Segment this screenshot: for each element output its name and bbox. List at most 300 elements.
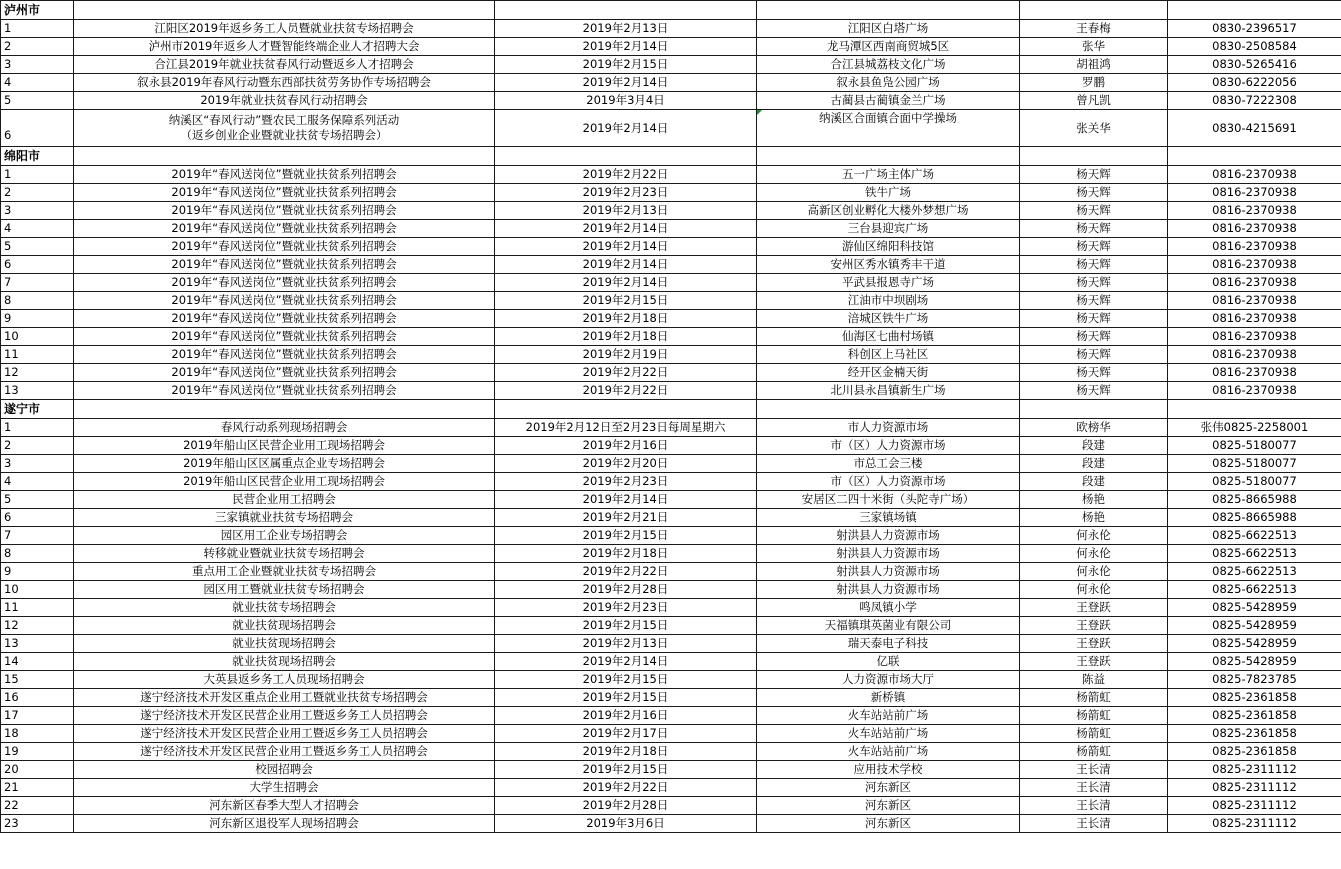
location-cell[interactable]: 仙海区七曲村场镇	[757, 328, 1020, 346]
row-number-cell[interactable]: 9	[1, 563, 74, 581]
location-cell[interactable]: 应用技术学校	[757, 761, 1020, 779]
event-name-cell[interactable]: 民营企业用工招聘会	[74, 491, 495, 509]
phone-cell[interactable]: 0825-5428959	[1168, 617, 1341, 635]
event-name-cell[interactable]: 2019年“春风送岗位”暨就业扶贫系列招聘会	[74, 274, 495, 292]
contact-person-cell[interactable]: 王长清	[1020, 779, 1168, 797]
empty-cell[interactable]	[74, 147, 495, 166]
location-cell[interactable]: 火车站站前广场	[757, 707, 1020, 725]
empty-cell[interactable]	[1168, 147, 1341, 166]
phone-cell[interactable]: 0825-6622513	[1168, 563, 1341, 581]
table-row	[1, 509, 1341, 527]
date-cell[interactable]: 2019年2月15日	[495, 761, 757, 779]
empty-cell[interactable]	[1020, 400, 1168, 419]
date-cell[interactable]: 2019年2月23日	[495, 473, 757, 491]
location-cell[interactable]: 安居区二四十米街（头陀寺广场）	[757, 491, 1020, 509]
row-number-cell[interactable]: 3	[1, 202, 74, 220]
event-name-cell[interactable]: 2019年“春风送岗位”暨就业扶贫系列招聘会	[74, 328, 495, 346]
location-cell[interactable]: 叙永县鱼凫公园广场	[757, 74, 1020, 92]
location-cell[interactable]: 人力资源市场大厅	[757, 671, 1020, 689]
row-number-cell[interactable]: 14	[1, 653, 74, 671]
contact-person-cell[interactable]: 杨天辉	[1020, 238, 1168, 256]
event-name-cell[interactable]: 2019年船山区区属重点企业专场招聘会	[74, 455, 495, 473]
phone-cell[interactable]: 0816-2370938	[1168, 274, 1341, 292]
contact-person-cell[interactable]: 何永伦	[1020, 563, 1168, 581]
table-row	[1, 38, 1341, 56]
date-cell[interactable]: 2019年2月23日	[495, 184, 757, 202]
contact-person-cell[interactable]: 王春梅	[1020, 20, 1168, 38]
empty-cell[interactable]	[74, 400, 495, 419]
location-cell[interactable]: 合江县城荔枝文化广场	[757, 56, 1020, 74]
row-number-cell[interactable]: 23	[1, 815, 74, 833]
empty-cell[interactable]	[757, 147, 1020, 166]
event-name-cell[interactable]: 2019年“春风送岗位”暨就业扶贫系列招聘会	[74, 256, 495, 274]
location-cell[interactable]: 鸣凤镇小学	[757, 599, 1020, 617]
location-cell[interactable]: 涪城区铁牛广场	[757, 310, 1020, 328]
location-cell[interactable]: 古蔺县古蔺镇金兰广场	[757, 92, 1020, 110]
location-cell[interactable]: 铁牛广场	[757, 184, 1020, 202]
date-cell[interactable]: 2019年2月22日	[495, 563, 757, 581]
event-name-cell[interactable]: 2019年船山区民营企业用工现场招聘会	[74, 437, 495, 455]
phone-cell[interactable]: 0816-2370938	[1168, 256, 1341, 274]
contact-person-cell[interactable]: 杨天辉	[1020, 166, 1168, 184]
event-name-cell[interactable]: 2019年“春风送岗位”暨就业扶贫系列招聘会	[74, 184, 495, 202]
date-cell[interactable]: 2019年2月14日	[495, 653, 757, 671]
phone-cell[interactable]: 0825-8665988	[1168, 491, 1341, 509]
contact-person-cell[interactable]: 杨天辉	[1020, 202, 1168, 220]
row-number-cell[interactable]: 8	[1, 545, 74, 563]
event-name-cell[interactable]: 河东新区退役军人现场招聘会	[74, 815, 495, 833]
row-number-cell[interactable]: 5	[1, 491, 74, 509]
location-cell[interactable]: 江阳区白塔广场	[757, 20, 1020, 38]
section-header-row	[1, 1, 1341, 20]
row-number-cell[interactable]: 5	[1, 92, 74, 110]
location-cell[interactable]: 新桥镇	[757, 689, 1020, 707]
row-number-cell[interactable]: 4	[1, 74, 74, 92]
table-row	[1, 238, 1341, 256]
location-cell[interactable]: 河东新区	[757, 797, 1020, 815]
date-cell[interactable]: 2019年2月15日	[495, 56, 757, 74]
event-name-cell[interactable]: 合江县2019年就业扶贫春风行动暨返乡人才招聘会	[74, 56, 495, 74]
event-name-cell[interactable]: 春风行动系列现场招聘会	[74, 419, 495, 437]
event-name-cell[interactable]: 2019年“春风送岗位”暨就业扶贫系列招聘会	[74, 166, 495, 184]
contact-person-cell[interactable]: 何永伦	[1020, 581, 1168, 599]
table-row	[1, 310, 1341, 328]
phone-cell[interactable]: 0816-2370938	[1168, 310, 1341, 328]
row-number-cell[interactable]: 18	[1, 725, 74, 743]
phone-cell[interactable]: 0825-2361858	[1168, 707, 1341, 725]
empty-cell[interactable]	[757, 400, 1020, 419]
date-cell[interactable]: 2019年2月13日	[495, 20, 757, 38]
date-cell[interactable]: 2019年2月15日	[495, 527, 757, 545]
location-cell[interactable]: 市总工会三楼	[757, 455, 1020, 473]
date-cell[interactable]: 2019年2月22日	[495, 382, 757, 400]
date-cell[interactable]: 2019年2月12日至2月23日每周星期六	[495, 419, 757, 437]
phone-cell[interactable]: 0825-5428959	[1168, 653, 1341, 671]
contact-person-cell[interactable]: 段建	[1020, 473, 1168, 491]
event-name-cell[interactable]: 大英县返乡务工人员现场招聘会	[74, 671, 495, 689]
phone-cell[interactable]: 0825-7823785	[1168, 671, 1341, 689]
date-cell[interactable]: 2019年2月22日	[495, 364, 757, 382]
phone-cell[interactable]: 0825-2311112	[1168, 761, 1341, 779]
row-number-cell[interactable]: 16	[1, 689, 74, 707]
location-cell[interactable]: 射洪县人力资源市场	[757, 545, 1020, 563]
event-name-cell[interactable]: 转移就业暨就业扶贫专场招聘会	[74, 545, 495, 563]
table-row	[1, 437, 1341, 455]
row-number-cell[interactable]: 13	[1, 382, 74, 400]
empty-cell[interactable]	[1020, 147, 1168, 166]
contact-person-cell[interactable]: 王长清	[1020, 761, 1168, 779]
table-row	[1, 455, 1341, 473]
location-cell[interactable]: 市（区）人力资源市场	[757, 437, 1020, 455]
location-cell[interactable]: 游仙区绵阳科技馆	[757, 238, 1020, 256]
date-cell[interactable]: 2019年2月13日	[495, 635, 757, 653]
contact-person-cell[interactable]: 杨天辉	[1020, 256, 1168, 274]
phone-cell[interactable]: 0816-2370938	[1168, 292, 1341, 310]
row-number-cell[interactable]: 11	[1, 599, 74, 617]
phone-cell[interactable]: 0830-5265416	[1168, 56, 1341, 74]
event-name-cell[interactable]: 2019年“春风送岗位”暨就业扶贫系列招聘会	[74, 382, 495, 400]
event-name-cell[interactable]: 江阳区2019年返乡务工人员暨就业扶贫专场招聘会	[74, 20, 495, 38]
row-number-cell[interactable]: 2	[1, 437, 74, 455]
event-name-cell[interactable]: 园区用工暨就业扶贫专场招聘会	[74, 581, 495, 599]
contact-person-cell[interactable]: 王长清	[1020, 815, 1168, 833]
location-cell[interactable]: 瑞天泰电子科技	[757, 635, 1020, 653]
table-row	[1, 563, 1341, 581]
location-cell[interactable]: 市人力资源市场	[757, 419, 1020, 437]
event-name-cell[interactable]: 泸州市2019年返乡人才暨智能终端企业人才招聘大会	[74, 38, 495, 56]
date-cell[interactable]: 2019年2月15日	[495, 671, 757, 689]
event-name-cell[interactable]: 遂宁经济技术开发区民营企业用工暨返乡务工人员招聘会	[74, 707, 495, 725]
phone-cell[interactable]: 0825-5428959	[1168, 599, 1341, 617]
table-row	[1, 292, 1341, 310]
event-name-cell[interactable]: 遂宁经济技术开发区重点企业用工暨就业扶贫专场招聘会	[74, 689, 495, 707]
contact-person-cell[interactable]: 杨箭虹	[1020, 707, 1168, 725]
date-cell[interactable]: 2019年2月14日	[495, 256, 757, 274]
row-number-cell[interactable]: 20	[1, 761, 74, 779]
location-cell[interactable]: 科创区上马社区	[757, 346, 1020, 364]
row-number-cell[interactable]: 6	[1, 256, 74, 274]
section-title[interactable]: 泸州市	[1, 1, 74, 20]
row-number-cell[interactable]: 1	[1, 166, 74, 184]
date-cell[interactable]: 2019年2月23日	[495, 599, 757, 617]
contact-person-cell[interactable]: 曾凡凯	[1020, 92, 1168, 110]
location-cell[interactable]: 五一广场主体广场	[757, 166, 1020, 184]
row-number-cell[interactable]: 4	[1, 220, 74, 238]
location-cell[interactable]: 三家镇场镇	[757, 509, 1020, 527]
table-row	[1, 815, 1341, 833]
section-title[interactable]: 绵阳市	[1, 147, 74, 166]
event-name-cell[interactable]	[74, 110, 495, 147]
row-number-cell[interactable]: 2	[1, 38, 74, 56]
date-cell[interactable]: 2019年2月18日	[495, 328, 757, 346]
event-name-cell[interactable]: 2019年“春风送岗位”暨就业扶贫系列招聘会	[74, 364, 495, 382]
table-row	[1, 707, 1341, 725]
location-cell[interactable]: 龙马潭区西南商贸城5区	[757, 38, 1020, 56]
location-cell[interactable]: 纳溪区合面镇合面中学操场	[757, 110, 1020, 147]
table-row	[1, 797, 1341, 815]
event-name-cell[interactable]: 大学生招聘会	[74, 779, 495, 797]
table-row	[1, 617, 1341, 635]
contact-person-cell[interactable]: 杨天辉	[1020, 184, 1168, 202]
event-name-cell[interactable]: 遂宁经济技术开发区民营企业用工暨返乡务工人员招聘会	[74, 743, 495, 761]
date-cell[interactable]: 2019年2月16日	[495, 707, 757, 725]
location-cell[interactable]: 安州区秀水镇秀丰干道	[757, 256, 1020, 274]
phone-cell[interactable]: 0825-2361858	[1168, 689, 1341, 707]
table-row	[1, 491, 1341, 509]
row-number-cell[interactable]: 21	[1, 779, 74, 797]
empty-cell[interactable]	[495, 1, 757, 20]
contact-person-cell[interactable]: 杨箭虹	[1020, 743, 1168, 761]
table-row	[1, 725, 1341, 743]
phone-cell[interactable]: 0825-6622513	[1168, 527, 1341, 545]
event-name-cell[interactable]: 叙永县2019年春风行动暨东西部扶贫劳务协作专场招聘会	[74, 74, 495, 92]
date-cell[interactable]: 2019年2月18日	[495, 545, 757, 563]
phone-cell[interactable]: 0825-5180077	[1168, 473, 1341, 491]
table-row	[1, 74, 1341, 92]
contact-person-cell[interactable]: 杨天辉	[1020, 328, 1168, 346]
date-cell[interactable]: 2019年2月18日	[495, 743, 757, 761]
phone-cell[interactable]: 0816-2370938	[1168, 328, 1341, 346]
row-number-cell[interactable]: 9	[1, 310, 74, 328]
location-cell[interactable]: 射洪县人力资源市场	[757, 527, 1020, 545]
event-name-cell[interactable]: 2019年“春风送岗位”暨就业扶贫系列招聘会	[74, 310, 495, 328]
location-cell[interactable]: 江油市中坝剧场	[757, 292, 1020, 310]
contact-person-cell[interactable]: 杨箭虹	[1020, 725, 1168, 743]
contact-person-cell[interactable]: 张华	[1020, 38, 1168, 56]
phone-cell[interactable]: 0816-2370938	[1168, 238, 1341, 256]
phone-cell[interactable]: 0825-5428959	[1168, 635, 1341, 653]
empty-cell[interactable]	[1168, 1, 1341, 20]
contact-person-cell[interactable]: 段建	[1020, 455, 1168, 473]
phone-cell[interactable]: 0825-2361858	[1168, 725, 1341, 743]
date-cell[interactable]: 2019年2月22日	[495, 779, 757, 797]
phone-cell[interactable]: 0825-2361858	[1168, 743, 1341, 761]
event-name-cell[interactable]: 园区用工企业专场招聘会	[74, 527, 495, 545]
contact-person-cell[interactable]: 王长清	[1020, 797, 1168, 815]
phone-cell[interactable]: 0830-2508584	[1168, 38, 1341, 56]
contact-person-cell[interactable]: 杨天辉	[1020, 364, 1168, 382]
contact-person-cell[interactable]: 杨天辉	[1020, 382, 1168, 400]
table-row	[1, 20, 1341, 38]
date-cell[interactable]: 2019年2月15日	[495, 292, 757, 310]
row-number-cell[interactable]: 6	[1, 110, 74, 147]
row-number-cell[interactable]: 3	[1, 56, 74, 74]
contact-person-cell[interactable]: 何永伦	[1020, 527, 1168, 545]
table-row	[1, 220, 1341, 238]
table-row	[1, 473, 1341, 491]
phone-cell[interactable]: 0825-2311112	[1168, 797, 1341, 815]
contact-person-cell[interactable]: 杨艳	[1020, 509, 1168, 527]
date-cell[interactable]: 2019年2月18日	[495, 310, 757, 328]
date-cell[interactable]: 2019年2月13日	[495, 202, 757, 220]
table-row	[1, 779, 1341, 797]
phone-cell[interactable]: 0825-6622513	[1168, 545, 1341, 563]
row-number-cell[interactable]: 15	[1, 671, 74, 689]
date-cell[interactable]: 2019年3月4日	[495, 92, 757, 110]
date-cell[interactable]: 2019年2月17日	[495, 725, 757, 743]
phone-cell[interactable]: 0816-2370938	[1168, 184, 1341, 202]
row-number-cell[interactable]: 12	[1, 617, 74, 635]
date-cell[interactable]: 2019年2月19日	[495, 346, 757, 364]
date-cell[interactable]: 2019年2月22日	[495, 166, 757, 184]
section-title[interactable]: 遂宁市	[1, 400, 74, 419]
date-cell[interactable]: 2019年2月28日	[495, 797, 757, 815]
date-cell[interactable]: 2019年2月14日	[495, 274, 757, 292]
contact-person-cell[interactable]: 杨天辉	[1020, 292, 1168, 310]
event-name-subline: （返乡创业企业暨就业扶贫专场招聘会）	[180, 128, 388, 142]
event-name-cell[interactable]: 遂宁经济技术开发区民营企业用工暨返乡务工人员招聘会	[74, 725, 495, 743]
contact-person-cell[interactable]: 段建	[1020, 437, 1168, 455]
phone-cell[interactable]: 0825-8665988	[1168, 509, 1341, 527]
table-row	[1, 419, 1341, 437]
row-number-cell[interactable]: 5	[1, 238, 74, 256]
location-cell[interactable]: 市（区）人力资源市场	[757, 473, 1020, 491]
event-name-cell[interactable]: 2019年“春风送岗位”暨就业扶贫系列招聘会	[74, 346, 495, 364]
row-number-cell[interactable]: 22	[1, 797, 74, 815]
contact-person-cell[interactable]: 杨艳	[1020, 491, 1168, 509]
table-row	[1, 761, 1341, 779]
empty-cell[interactable]	[1020, 1, 1168, 20]
event-name-cell[interactable]: 2019年就业扶贫春风行动招聘会	[74, 92, 495, 110]
event-name-cell[interactable]: 2019年“春风送岗位”暨就业扶贫系列招聘会	[74, 238, 495, 256]
event-name-cell[interactable]: 2019年船山区民营企业用工现场招聘会	[74, 473, 495, 491]
date-cell[interactable]: 2019年2月15日	[495, 617, 757, 635]
row-number-cell[interactable]: 3	[1, 455, 74, 473]
contact-person-cell[interactable]: 王登跃	[1020, 653, 1168, 671]
location-cell[interactable]: 经开区金楠天街	[757, 364, 1020, 382]
event-name-cell[interactable]: 河东新区春季大型人才招聘会	[74, 797, 495, 815]
phone-cell[interactable]: 张伟0825-2258001	[1168, 419, 1341, 437]
empty-cell[interactable]	[495, 147, 757, 166]
location-cell[interactable]: 火车站站前广场	[757, 743, 1020, 761]
date-cell[interactable]: 2019年2月16日	[495, 437, 757, 455]
row-number-cell[interactable]: 17	[1, 707, 74, 725]
date-cell[interactable]: 2019年2月20日	[495, 455, 757, 473]
phone-cell[interactable]: 0825-5180077	[1168, 455, 1341, 473]
phone-cell[interactable]: 0830-2396517	[1168, 20, 1341, 38]
contact-person-cell[interactable]: 杨天辉	[1020, 274, 1168, 292]
location-cell[interactable]: 火车站站前广场	[757, 725, 1020, 743]
contact-person-cell[interactable]: 杨天辉	[1020, 220, 1168, 238]
event-name-cell[interactable]: 就业扶贫现场招聘会	[74, 617, 495, 635]
contact-person-cell[interactable]: 杨天辉	[1020, 346, 1168, 364]
row-number-cell[interactable]: 1	[1, 419, 74, 437]
contact-person-cell[interactable]: 王登跃	[1020, 635, 1168, 653]
row-number-cell[interactable]: 1	[1, 20, 74, 38]
phone-cell[interactable]: 0825-2311112	[1168, 779, 1341, 797]
table-row	[1, 110, 1341, 147]
row-number-cell[interactable]: 7	[1, 274, 74, 292]
contact-person-cell[interactable]: 杨箭虹	[1020, 689, 1168, 707]
location-cell[interactable]: 高新区创业孵化大楼外梦想广场	[757, 202, 1020, 220]
section-header-row	[1, 400, 1341, 419]
section-header-row	[1, 147, 1341, 166]
location-cell[interactable]: 河东新区	[757, 815, 1020, 833]
table-row	[1, 184, 1341, 202]
date-cell[interactable]: 2019年2月28日	[495, 581, 757, 599]
empty-cell[interactable]	[495, 400, 757, 419]
contact-person-cell[interactable]: 罗鹏	[1020, 74, 1168, 92]
event-name-cell[interactable]: 三家镇就业扶贫专场招聘会	[74, 509, 495, 527]
row-number-cell[interactable]: 7	[1, 527, 74, 545]
phone-cell[interactable]: 0830-7222308	[1168, 92, 1341, 110]
date-cell[interactable]: 2019年2月14日	[495, 491, 757, 509]
phone-cell[interactable]: 0825-5180077	[1168, 437, 1341, 455]
location-cell[interactable]: 射洪县人力资源市场	[757, 581, 1020, 599]
row-number-cell[interactable]: 12	[1, 364, 74, 382]
location-cell[interactable]: 天福镇琪英菌业有限公司	[757, 617, 1020, 635]
contact-person-cell[interactable]: 王登跃	[1020, 617, 1168, 635]
row-number-cell[interactable]: 13	[1, 635, 74, 653]
location-cell[interactable]: 河东新区	[757, 779, 1020, 797]
event-name-cell[interactable]: 就业扶贫专场招聘会	[74, 599, 495, 617]
event-name-cell[interactable]: 2019年“春风送岗位”暨就业扶贫系列招聘会	[74, 292, 495, 310]
phone-cell[interactable]: 0816-2370938	[1168, 166, 1341, 184]
date-cell[interactable]: 2019年2月14日	[495, 74, 757, 92]
empty-cell[interactable]	[74, 1, 495, 20]
event-name-cell[interactable]: 重点用工企业暨就业扶贫专场招聘会	[74, 563, 495, 581]
phone-cell[interactable]: 0816-2370938	[1168, 382, 1341, 400]
phone-cell[interactable]: 0830-6222056	[1168, 74, 1341, 92]
row-number-cell[interactable]: 6	[1, 509, 74, 527]
row-number-cell[interactable]: 4	[1, 473, 74, 491]
contact-person-cell[interactable]: 王登跃	[1020, 599, 1168, 617]
date-cell[interactable]: 2019年2月14日	[495, 110, 757, 147]
location-cell[interactable]: 亿联	[757, 653, 1020, 671]
row-number-cell[interactable]: 19	[1, 743, 74, 761]
location-cell[interactable]: 射洪县人力资源市场	[757, 563, 1020, 581]
row-number-cell[interactable]: 10	[1, 328, 74, 346]
contact-person-cell[interactable]: 欧榜华	[1020, 419, 1168, 437]
date-cell[interactable]: 2019年2月14日	[495, 238, 757, 256]
table-row	[1, 202, 1341, 220]
table-row	[1, 382, 1341, 400]
row-number-cell[interactable]: 2	[1, 184, 74, 202]
phone-cell[interactable]: 0816-2370938	[1168, 220, 1341, 238]
date-cell[interactable]: 2019年3月6日	[495, 815, 757, 833]
table-row	[1, 635, 1341, 653]
contact-person-cell[interactable]: 胡祖鸿	[1020, 56, 1168, 74]
date-cell[interactable]: 2019年2月14日	[495, 220, 757, 238]
phone-cell[interactable]: 0816-2370938	[1168, 346, 1341, 364]
event-name-cell[interactable]: 就业扶贫现场招聘会	[74, 653, 495, 671]
phone-cell[interactable]: 0825-2311112	[1168, 815, 1341, 833]
row-number-cell[interactable]: 11	[1, 346, 74, 364]
location-cell[interactable]: 平武县报恩寺广场	[757, 274, 1020, 292]
phone-cell[interactable]: 0816-2370938	[1168, 364, 1341, 382]
phone-cell[interactable]: 0830-4215691	[1168, 110, 1341, 147]
event-name-cell[interactable]: 校园招聘会	[74, 761, 495, 779]
location-cell[interactable]: 三台县迎宾广场	[757, 220, 1020, 238]
event-name-cell[interactable]: 2019年“春风送岗位”暨就业扶贫系列招聘会	[74, 202, 495, 220]
empty-cell[interactable]	[1168, 400, 1341, 419]
row-number-cell[interactable]: 10	[1, 581, 74, 599]
row-number-cell[interactable]: 8	[1, 292, 74, 310]
date-cell[interactable]: 2019年2月14日	[495, 38, 757, 56]
contact-person-cell[interactable]: 杨天辉	[1020, 310, 1168, 328]
contact-person-cell[interactable]: 陈益	[1020, 671, 1168, 689]
contact-person-cell[interactable]: 张关华	[1020, 110, 1168, 147]
date-cell[interactable]: 2019年2月15日	[495, 689, 757, 707]
phone-cell[interactable]: 0825-6622513	[1168, 581, 1341, 599]
event-name-cell[interactable]: 就业扶贫现场招聘会	[74, 635, 495, 653]
date-cell[interactable]: 2019年2月21日	[495, 509, 757, 527]
event-name-cell[interactable]: 2019年“春风送岗位”暨就业扶贫系列招聘会	[74, 220, 495, 238]
empty-cell[interactable]	[757, 1, 1020, 20]
phone-cell[interactable]: 0816-2370938	[1168, 202, 1341, 220]
location-cell[interactable]: 北川县永昌镇新生广场	[757, 382, 1020, 400]
contact-person-cell[interactable]: 何永伦	[1020, 545, 1168, 563]
